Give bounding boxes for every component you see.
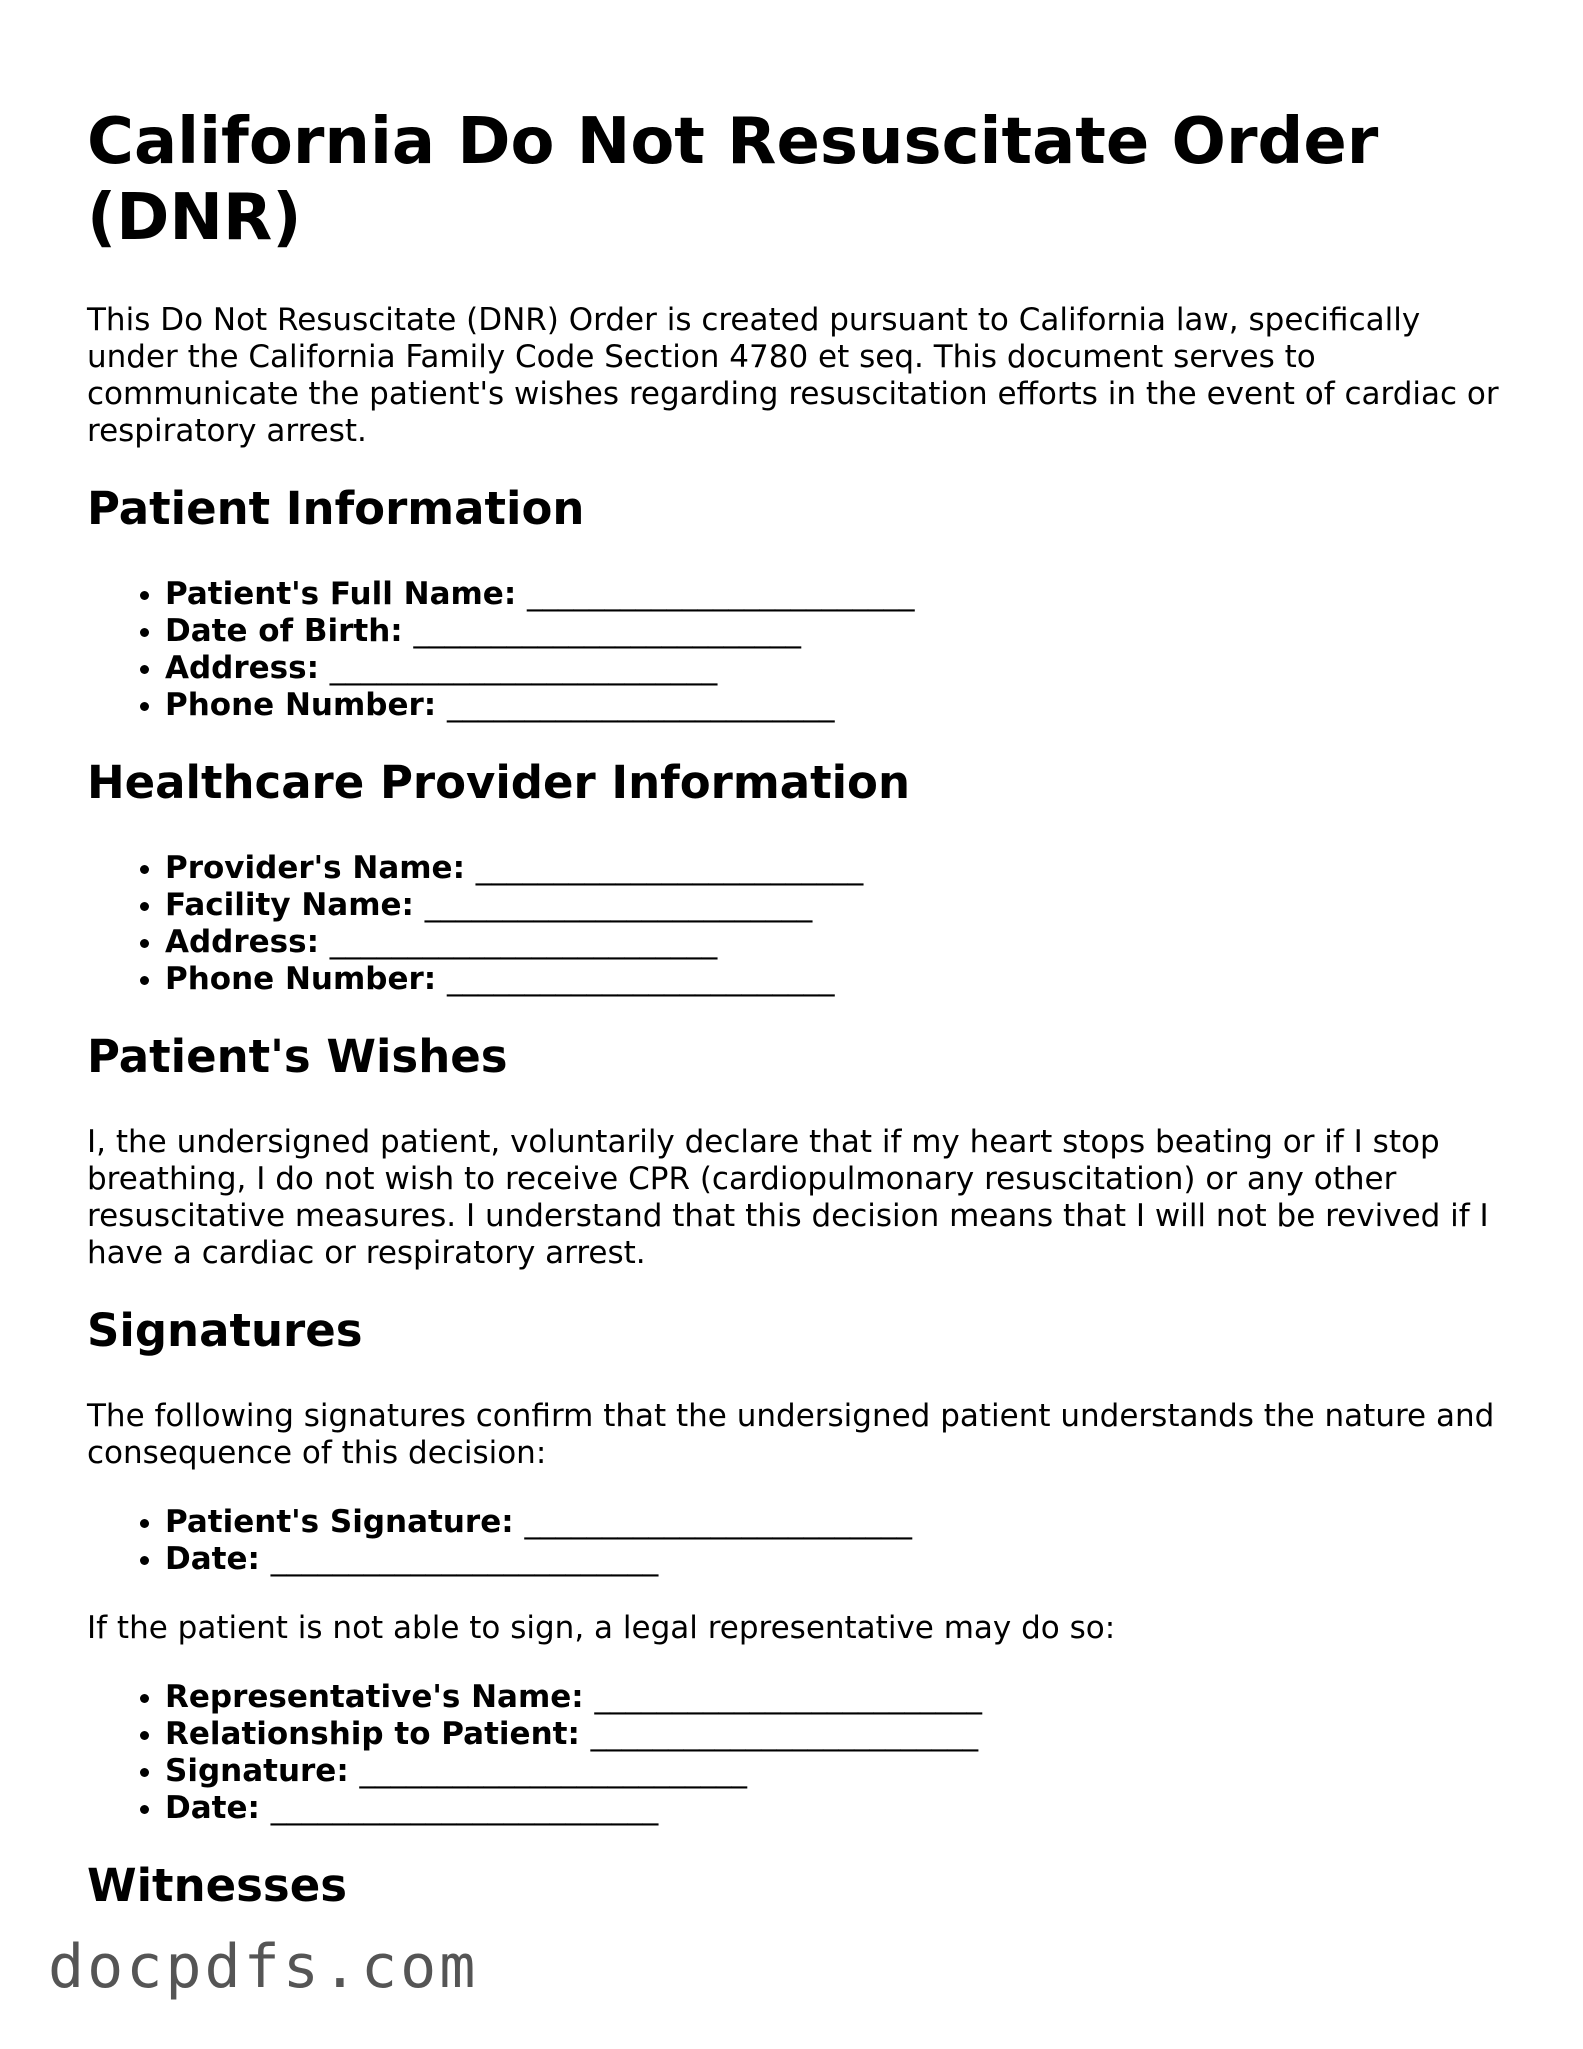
fill-in-blank[interactable]: _________________________ xyxy=(270,1790,659,1827)
patient-info-list xyxy=(87,576,1507,724)
field-label: Address: xyxy=(165,650,319,687)
list-item xyxy=(165,1504,1507,1541)
signatures-heading: Signatures xyxy=(87,1304,363,1358)
provider-info-list xyxy=(87,850,1507,998)
field-label: Signature: xyxy=(165,1753,349,1790)
wishes-heading: Patient's Wishes xyxy=(87,1030,508,1084)
fill-in-blank[interactable]: _________________________ xyxy=(413,613,801,650)
provider-info-heading: Healthcare Provider Information xyxy=(87,756,910,810)
fill-in-blank[interactable]: _________________________ xyxy=(527,576,915,613)
watermark: docpdfs.com xyxy=(48,1932,479,2002)
list-item xyxy=(165,687,1507,724)
fill-in-blank[interactable]: _________________________ xyxy=(475,850,864,887)
field-label: Provider's Name: xyxy=(165,850,465,887)
fill-in-blank[interactable]: _________________________ xyxy=(424,887,813,924)
fill-in-blank[interactable]: _________________________ xyxy=(594,1679,982,1716)
representative-signature-list xyxy=(87,1679,1507,1827)
list-item xyxy=(165,576,1507,613)
fill-in-blank[interactable]: _________________________ xyxy=(524,1504,912,1541)
fill-in-blank[interactable]: _________________________ xyxy=(329,650,718,687)
field-label: Phone Number: xyxy=(165,961,437,998)
fill-in-blank[interactable]: _________________________ xyxy=(447,961,835,998)
field-label: Relationship to Patient: xyxy=(165,1716,580,1753)
patient-signature-list xyxy=(87,1504,1507,1578)
document-page xyxy=(87,105,1507,1953)
list-item xyxy=(165,1790,1507,1827)
fill-in-blank[interactable]: _________________________ xyxy=(270,1541,659,1578)
field-label: Patient's Full Name: xyxy=(165,576,517,613)
witnesses-heading: Witnesses xyxy=(87,1859,348,1913)
fill-in-blank[interactable]: _________________________ xyxy=(329,924,718,961)
field-label: Phone Number: xyxy=(165,687,437,724)
list-item xyxy=(165,850,1507,887)
fill-in-blank[interactable]: _________________________ xyxy=(447,687,835,724)
representative-paragraph: If the patient is not able to sign, a legal representative may do so: xyxy=(87,1610,1116,1647)
list-item xyxy=(165,1716,1507,1753)
list-item xyxy=(165,650,1507,687)
list-item xyxy=(165,1753,1507,1790)
list-item xyxy=(165,1541,1507,1578)
field-label: Patient's Signature: xyxy=(165,1504,514,1541)
list-item xyxy=(165,887,1507,924)
fill-in-blank[interactable]: _________________________ xyxy=(590,1716,979,1753)
field-label: Representative's Name: xyxy=(165,1679,584,1716)
document-title: California Do Not Resuscitate Order (DNR) xyxy=(87,105,1379,255)
wishes-paragraph: I, the undersigned patient, voluntarily declare that if my heart stops beating or if I stop breathing, I do not wish to receive CPR (cardiopulmonary resuscitation) or any other resuscitative measures. I understand that this decision means that I will not be revived if I have a cardiac or respiratory arrest. xyxy=(87,1124,1489,1272)
patient-info-heading: Patient Information xyxy=(87,482,585,536)
fill-in-blank[interactable]: _________________________ xyxy=(359,1753,748,1790)
field-label: Date: xyxy=(165,1541,260,1578)
field-label: Address: xyxy=(165,924,319,961)
field-label: Date: xyxy=(165,1790,260,1827)
field-label: Facility Name: xyxy=(165,887,414,924)
field-label: Date of Birth: xyxy=(165,613,403,650)
list-item xyxy=(165,1679,1507,1716)
signatures-paragraph: The following signatures confirm that the undersigned patient understands the nature and consequence of this decision: xyxy=(87,1398,1495,1472)
intro-paragraph: This Do Not Resuscitate (DNR) Order is created pursuant to California law, specifically under the California Family Code Section 4780 et seq. This document serves to communicate the patient's wishes regarding resuscitation efforts in the event of cardiac or respiratory arrest. xyxy=(87,302,1499,450)
list-item xyxy=(165,924,1507,961)
list-item xyxy=(165,961,1507,998)
list-item xyxy=(165,613,1507,650)
